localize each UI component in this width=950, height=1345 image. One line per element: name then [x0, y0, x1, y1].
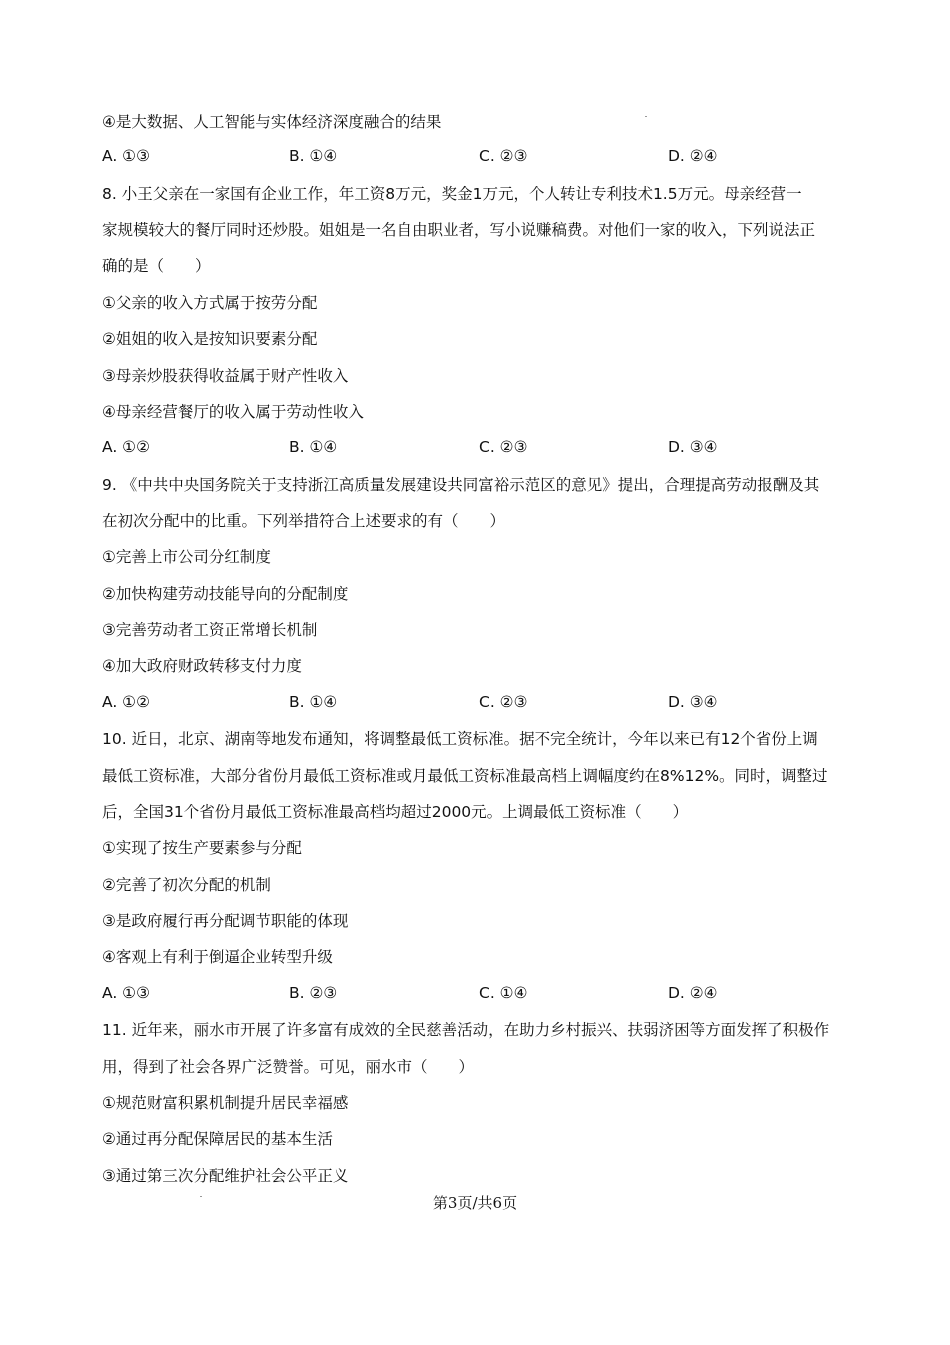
q11-statement-3: ③通过第三次分配维护社会公平正义	[102, 1167, 349, 1185]
q8-statement-2: ②姐姐的收入是按知识要素分配	[102, 330, 318, 348]
q11-stem-line-2: 用，得到了社会各界广泛赞誉。可见，丽水市（ ）	[102, 1058, 475, 1076]
q8-option-a: A. ①②	[102, 438, 150, 456]
q10-statement-2: ②完善了初次分配的机制	[102, 876, 271, 894]
q7-option-d: D. ②④	[668, 147, 718, 165]
q10-stem-line-3: 后，全国31个省份月最低工资标准最高档均超过2000元。上调最低工资标准（ ）	[102, 803, 689, 821]
q9-stem-line-2: 在初次分配中的比重。下列举措符合上述要求的有（ ）	[102, 512, 506, 530]
q10-statement-4: ④客观上有利于倒逼企业转型升级	[102, 948, 333, 966]
q11-stem-line-1: 11. 近年来，丽水市开展了许多富有成效的全民慈善活动，在助力乡村振兴、扶弱济困等方面发挥了积极作	[102, 1021, 830, 1039]
q10-statement-1: ①实现了按生产要素参与分配	[102, 839, 302, 857]
q8-stem-line-1: 8. 小王父亲在一家国有企业工作，年工资8万元，奖金1万元，个人转让专利技术1.5万元。母亲经营一	[102, 185, 802, 203]
scan-speck	[645, 116, 647, 117]
q8-options	[102, 438, 862, 458]
q10-stem-line-1: 10. 近日，北京、湖南等地发布通知，将调整最低工资标准。据不完全统计，今年以来已有12个省份上调	[102, 730, 818, 748]
page-number-footer: 第3页/共6页	[432, 1194, 518, 1212]
q7-options	[102, 147, 862, 167]
q9-statement-4: ④加大政府财政转移支付力度	[102, 657, 302, 675]
q9-options	[102, 693, 862, 713]
q9-statement-2: ②加快构建劳动技能导向的分配制度	[102, 585, 349, 603]
q8-stem-line-3: 确的是（ ）	[102, 257, 211, 275]
q7-statement-4: ④是大数据、人工智能与实体经济深度融合的结果	[102, 113, 442, 131]
q11-statement-1: ①规范财富积累机制提升居民幸福感	[102, 1094, 349, 1112]
q10-option-d: D. ②④	[668, 984, 718, 1002]
q11-statement-2: ②通过再分配保障居民的基本生活	[102, 1130, 333, 1148]
q7-option-a: A. ①③	[102, 147, 150, 165]
q10-option-c: C. ①④	[479, 984, 528, 1002]
q8-statement-3: ③母亲炒股获得收益属于财产性收入	[102, 367, 349, 385]
q9-option-b: B. ①④	[289, 693, 338, 711]
q8-option-c: C. ②③	[479, 438, 528, 456]
q10-option-a: A. ①③	[102, 984, 150, 1002]
q9-statement-1: ①完善上市公司分红制度	[102, 548, 271, 566]
q9-option-d: D. ③④	[668, 693, 718, 711]
q9-stem-line-1: 9. 《中共中央国务院关于支持浙江高质量发展建设共同富裕示范区的意见》提出，合理提高劳动报酬及其	[102, 476, 820, 494]
q8-option-b: B. ①④	[289, 438, 338, 456]
q7-option-c: C. ②③	[479, 147, 528, 165]
q9-option-a: A. ①②	[102, 693, 150, 711]
q8-stem-line-2: 家规模较大的餐厅同时还炒股。姐姐是一名自由职业者，写小说赚稿费。对他们一家的收入，下列说法正	[102, 221, 816, 239]
q8-option-d: D. ③④	[668, 438, 718, 456]
q10-options	[102, 984, 862, 1004]
q7-option-b: B. ①④	[289, 147, 338, 165]
q10-option-b: B. ②③	[289, 984, 338, 1002]
q8-statement-1: ①父亲的收入方式属于按劳分配	[102, 294, 318, 312]
q8-statement-4: ④母亲经营餐厅的收入属于劳动性收入	[102, 403, 364, 421]
q9-statement-3: ③完善劳动者工资正常增长机制	[102, 621, 318, 639]
q10-stem-line-2: 最低工资标准，大部分省份月最低工资标准或月最低工资标准最高档上调幅度约在8%12%。同时，调整过	[102, 767, 828, 785]
q10-statement-3: ③是政府履行再分配调节职能的体现	[102, 912, 349, 930]
q9-option-c: C. ②③	[479, 693, 528, 711]
